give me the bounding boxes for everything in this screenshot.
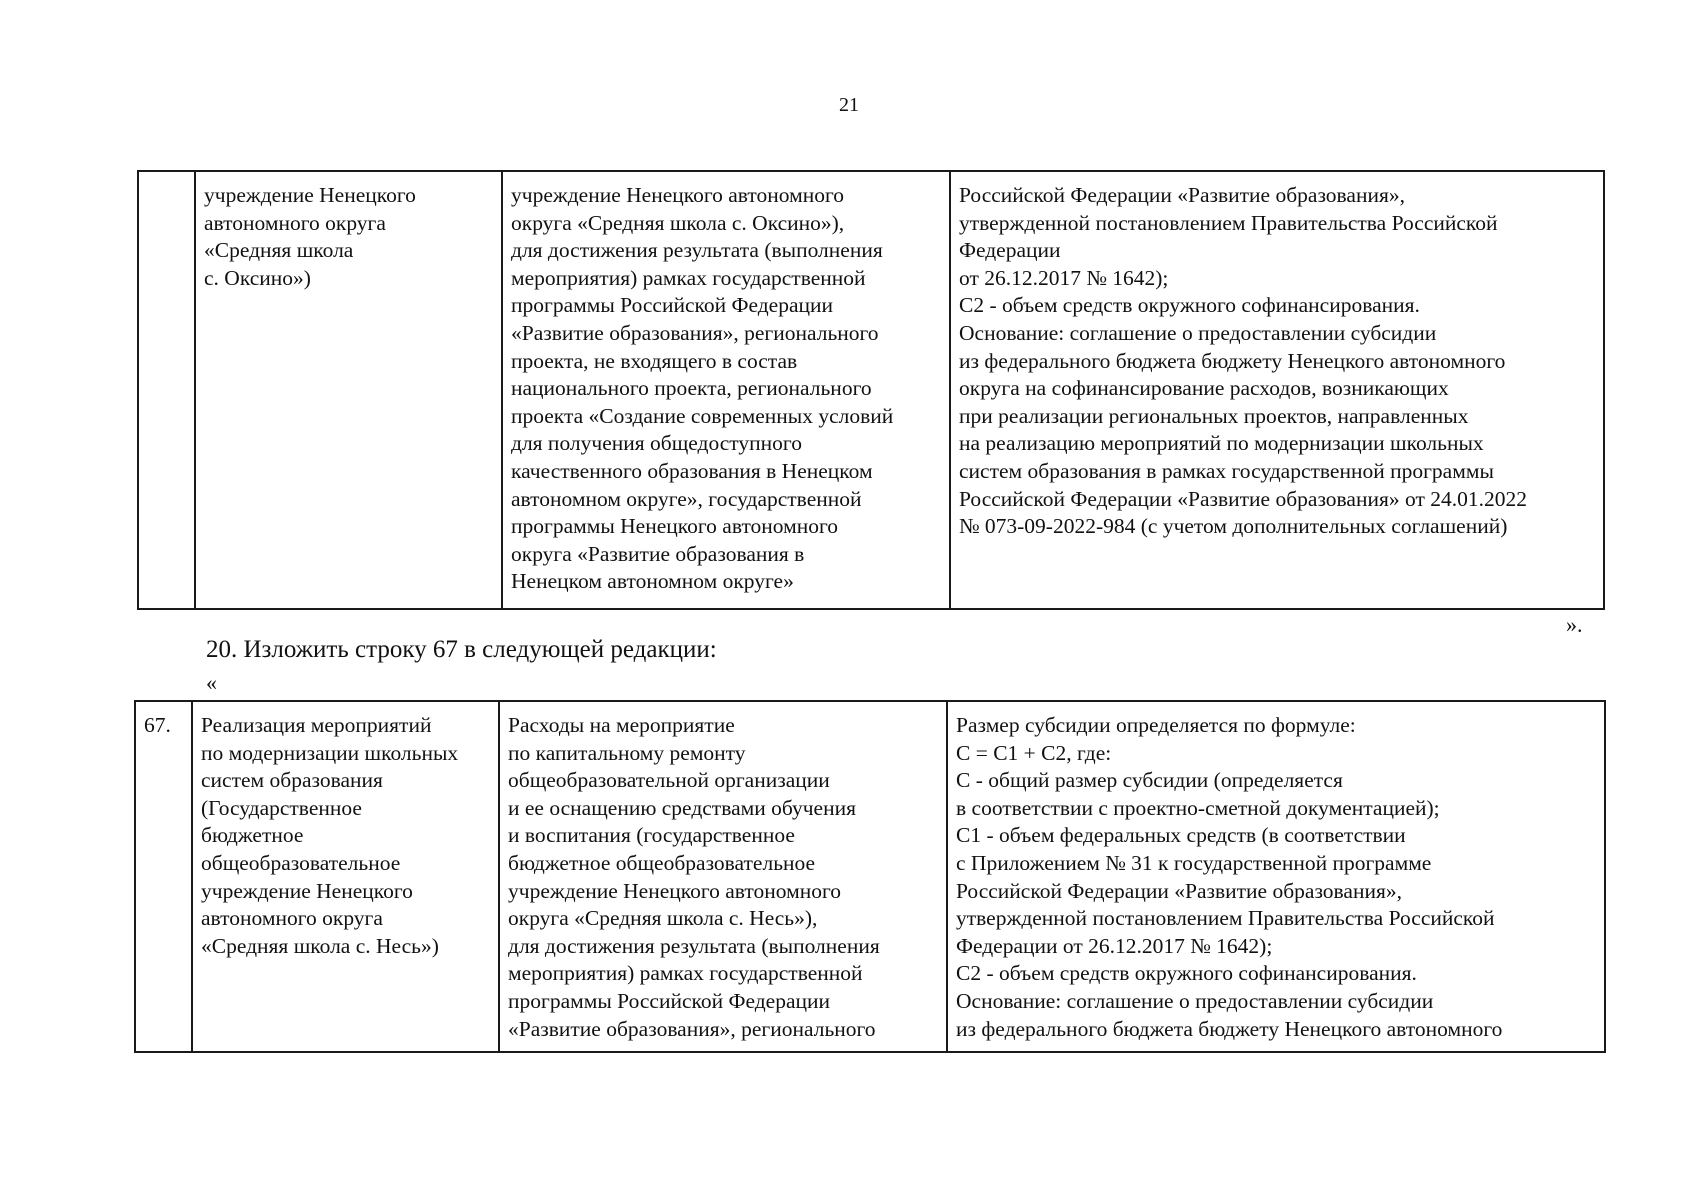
text-line: учреждение Ненецкого — [204, 183, 416, 207]
text-line: для получения общедоступного — [511, 431, 802, 456]
text-line: программы Российской Федерации — [511, 293, 834, 318]
text-line: с Приложением № 31 к государственной программе — [956, 850, 1432, 875]
text-line: для достижения результата (выполнения — [511, 238, 883, 263]
text-line: общеобразовательное — [201, 850, 401, 875]
text-line: в соответствии с проектно-сметной документацией); — [956, 795, 1440, 820]
table-row — [135, 701, 1605, 1052]
text-line: по капитальному ремонту — [508, 740, 746, 765]
table-continued — [137, 170, 1605, 610]
text-line: Размер субсидии определяется по формуле: — [956, 713, 1356, 737]
text-line: округа на софинансирование расходов, возникающих — [959, 376, 1449, 401]
text-line: Федерации от 26.12.2017 № 1642); — [956, 933, 1273, 958]
text-line: и ее оснащению средствами обучения — [508, 795, 856, 820]
text-line: проекта, не входящего в состав — [511, 348, 798, 373]
text-line: утвержденной постановлением Правительства Российской — [956, 906, 1495, 931]
text-line: округа «Средняя школа с. Оксино»), — [511, 210, 845, 235]
text-line: «Развитие образования», регионального — [511, 320, 879, 345]
text-line: «Развитие образования», регионального — [508, 1016, 876, 1041]
text-line: Российской Федерации «Развитие образования» от 24.01.2022 — [959, 486, 1527, 511]
text-line: и воспитания (государственное — [508, 823, 795, 848]
text-line: бюджетное — [201, 823, 304, 848]
text-line: на реализацию мероприятий по модернизации школьных — [959, 431, 1484, 456]
closing-quote: ». — [1566, 612, 1583, 637]
text-line: C1 - объем федеральных средств (в соответствии — [956, 823, 1406, 848]
page-number: 21 — [839, 94, 859, 116]
text-line: бюджетное общеобразовательное — [508, 850, 816, 875]
text-line: мероприятия) рамках государственной — [508, 961, 863, 986]
text-line: автономного округа — [204, 210, 386, 235]
text-line: Реализация мероприятий — [201, 713, 432, 737]
text-line: округа «Развитие образования в — [511, 541, 805, 566]
text-line: учреждение Ненецкого — [201, 878, 413, 903]
text-line: Российской Федерации «Развитие образования», — [959, 183, 1405, 207]
text-line: учреждение Ненецкого автономного — [508, 878, 842, 903]
text-line: качественного образования в Ненецком — [511, 458, 873, 483]
subsidy-formula-cell — [947, 701, 1605, 1052]
text-line: C2 - объем средств окружного софинансирования. — [959, 293, 1420, 318]
text-line: по модернизации школьных — [201, 740, 459, 765]
text-line: Основание: соглашение о предоставлении субсидии — [956, 988, 1434, 1013]
text-line: (Государственное — [201, 795, 362, 820]
text-line: для достижения результата (выполнения — [508, 933, 880, 958]
text-line: утвержденной постановлением Правительства Российской — [959, 210, 1498, 235]
row-number-cell: 67. — [135, 701, 192, 1052]
text-line: общеобразовательной организации — [508, 768, 830, 793]
expense-direction-cell — [499, 701, 947, 1052]
text-line: Российской Федерации «Развитие образования», — [956, 878, 1402, 903]
text-line: Основание: соглашение о предоставлении субсидии — [959, 320, 1437, 345]
text-line: систем образования — [201, 768, 383, 793]
text-line: «Средняя школа с. Несь») — [201, 933, 439, 958]
text-line: автономном округе», государственной — [511, 486, 862, 511]
text-line: C2 - объем средств окружного софинансирования. — [956, 961, 1417, 986]
table-row-67 — [134, 700, 1606, 1053]
text-line: от 26.12.2017 № 1642); — [959, 265, 1169, 290]
text-line: Расходы на мероприятие — [508, 713, 735, 737]
row-number-cell — [138, 171, 195, 609]
text-line: мероприятия) рамках государственной — [511, 265, 866, 290]
table-row — [138, 171, 1604, 609]
amendment-instruction: 20. Изложить строку 67 в следующей редакции: — [206, 636, 717, 663]
text-line: округа «Средняя школа с. Несь»), — [508, 906, 818, 931]
text-line: с. Оксино») — [204, 265, 311, 290]
text-line: программы Ненецкого автономного — [511, 514, 839, 539]
text-line: Федерации — [959, 238, 1061, 263]
text-line: C - общий размер субсидии (определяется — [956, 768, 1343, 793]
text-line: из федерального бюджета бюджету Ненецкого автономного — [959, 348, 1506, 373]
event-name-cell — [195, 171, 502, 609]
subsidy-formula-cell — [950, 171, 1604, 609]
text-line: автономного округа — [201, 906, 383, 931]
text-line: Ненецком автономном округе» — [511, 569, 794, 594]
text-line: № 073-09-2022-984 (с учетом дополнительных соглашений) — [959, 514, 1508, 539]
text-line: при реализации региональных проектов, направленных — [959, 403, 1469, 428]
text-line: национального проекта, регионального — [511, 376, 872, 401]
opening-quote: « — [206, 670, 217, 695]
text-line: программы Российской Федерации — [508, 988, 831, 1013]
text-line: из федерального бюджета бюджету Ненецкого автономного — [956, 1016, 1503, 1041]
text-line: систем образования в рамках государственной программы — [959, 458, 1494, 483]
text-line: «Средняя школа — [204, 238, 354, 263]
text-line: учреждение Ненецкого автономного — [511, 183, 845, 207]
expense-direction-cell — [502, 171, 950, 609]
event-name-cell — [192, 701, 499, 1052]
text-line: проекта «Создание современных условий — [511, 403, 894, 428]
text-line: C = C1 + C2, где: — [956, 740, 1112, 765]
